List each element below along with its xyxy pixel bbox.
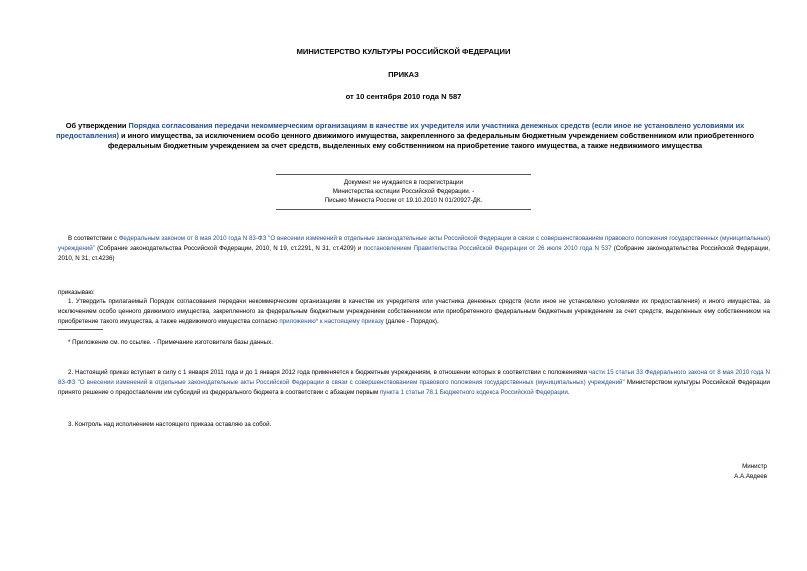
preamble-text-3: (Собрание законодательства Российской Федерации, 2010, N 31, ст.4236) xyxy=(58,245,770,263)
item-1-text-2: (далее - Порядок). xyxy=(383,318,439,326)
document-title xyxy=(55,121,755,152)
link-budget-code-78-1[interactable]: пункта 1 статьи 78.1 Бюджетного кодекса Российской Федерации xyxy=(379,389,568,397)
order-word: приказываю: xyxy=(58,289,95,296)
item-2-text-1: 2. Настоящий приказ вступает в силу с 1 января 2011 года и до 1 января 2012 года применяется к бюджетным учреждениям, в отношении которых в соответствии с положениями xyxy=(68,369,589,376)
item-2-text-2: Министерством культуры Российской Федерации принято решение о предоставлении им субсидий из федерального бюджета в соответствии с абзацем первым xyxy=(58,379,771,397)
item-3-paragraph: 3. Контроль над исполнением настоящего приказа оставляю за собой. xyxy=(68,421,272,428)
registration-note xyxy=(276,174,531,210)
link-part-15-article-33[interactable]: части 15 статьи 33 Федерального закона от 8 мая 2010 года N 83-ФЗ "О внесении изменений в отдельные законодательные акты Российской Федерации в связи с совершенствованием правового положения государственных (муниципальных) учреждений" xyxy=(58,369,770,387)
item-2-text-3: . xyxy=(567,389,570,397)
registration-note-line3: Письмо Минюста России от 19.10.2010 N 01/20927-ДК. xyxy=(324,197,483,205)
signature-block xyxy=(734,462,767,482)
signature-name: А.А.Авдеев xyxy=(734,473,767,481)
title-prefix: Об утверждении xyxy=(65,121,129,130)
item-2-paragraph xyxy=(58,368,770,399)
doc-type-heading: ПРИКАЗ xyxy=(388,70,419,79)
preamble-text-1: В соответствии с xyxy=(68,235,119,242)
preamble-paragraph xyxy=(58,234,770,265)
footnote: * Приложение см. по ссылке. - Примечание изготовителя базы данных. xyxy=(68,339,273,346)
preamble-text-2: (Собрание законодательства Российской Федерации, 2010, N 19, ст.2291, N 31, ст.4209) и xyxy=(94,245,364,253)
item-1-text-1: 1. Утвердить прилагаемый Порядок согласования передачи некоммерческим организациям в качестве их учредителя или участника денежных средств (если иное не установлено условиями их предоставления) и иного имущества, за исключением особо ценного движимого имущества, закрепленного за федеральным бюджетным учреждением собственником или приобретенного федеральным бюджетным учреждением за счет средств, выделенных ему собственником на приобретение такого имущества, а также недвижимого имущества согласно xyxy=(58,298,770,326)
item-1-paragraph xyxy=(58,297,770,328)
registration-note-line1: Документ не нуждается в госрегистрации xyxy=(343,179,464,186)
date-number-heading: от 10 сентября 2010 года N 587 xyxy=(345,92,462,101)
ministry-heading: МИНИСТЕРСТВО КУЛЬТУРЫ РОССИЙСКОЙ ФЕДЕРАЦИИ xyxy=(296,47,511,56)
link-appendix[interactable]: приложению* к настоящему приказу xyxy=(279,318,384,326)
title-link-procedure[interactable]: Порядка согласования передачи некоммерческим организациям в качестве их учредителя или участника денежных средств (если иное не установлено условиями их предоставления) xyxy=(55,121,745,141)
signature-position: Министр xyxy=(742,463,767,470)
title-rest: и иного имущества, за исключением особо ценного движимого имущества, закрепленного за федеральным бюджетным учреждением собственником или приобретенного федеральным бюджетным учреждением за счет средств, выделенных ему собственником на приобретение такого имущества, а также недвижимого имущества xyxy=(107,131,755,151)
link-government-decree-537[interactable]: постановлением Правительства Российской Федерации от 26 июля 2010 года N 537 xyxy=(363,245,612,253)
registration-note-line2: Министерства юстиции Российской Федерации. - xyxy=(332,188,475,196)
footnote-divider xyxy=(58,329,103,330)
link-federal-law-83fz[interactable]: Федеральным законом от 8 мая 2010 года N 83-ФЗ "О внесении изменений в отдельные законодательные акты Российской Федерации в связи с совершенствованием правового положения государственных (муниципальных) учреждений" xyxy=(58,235,770,253)
